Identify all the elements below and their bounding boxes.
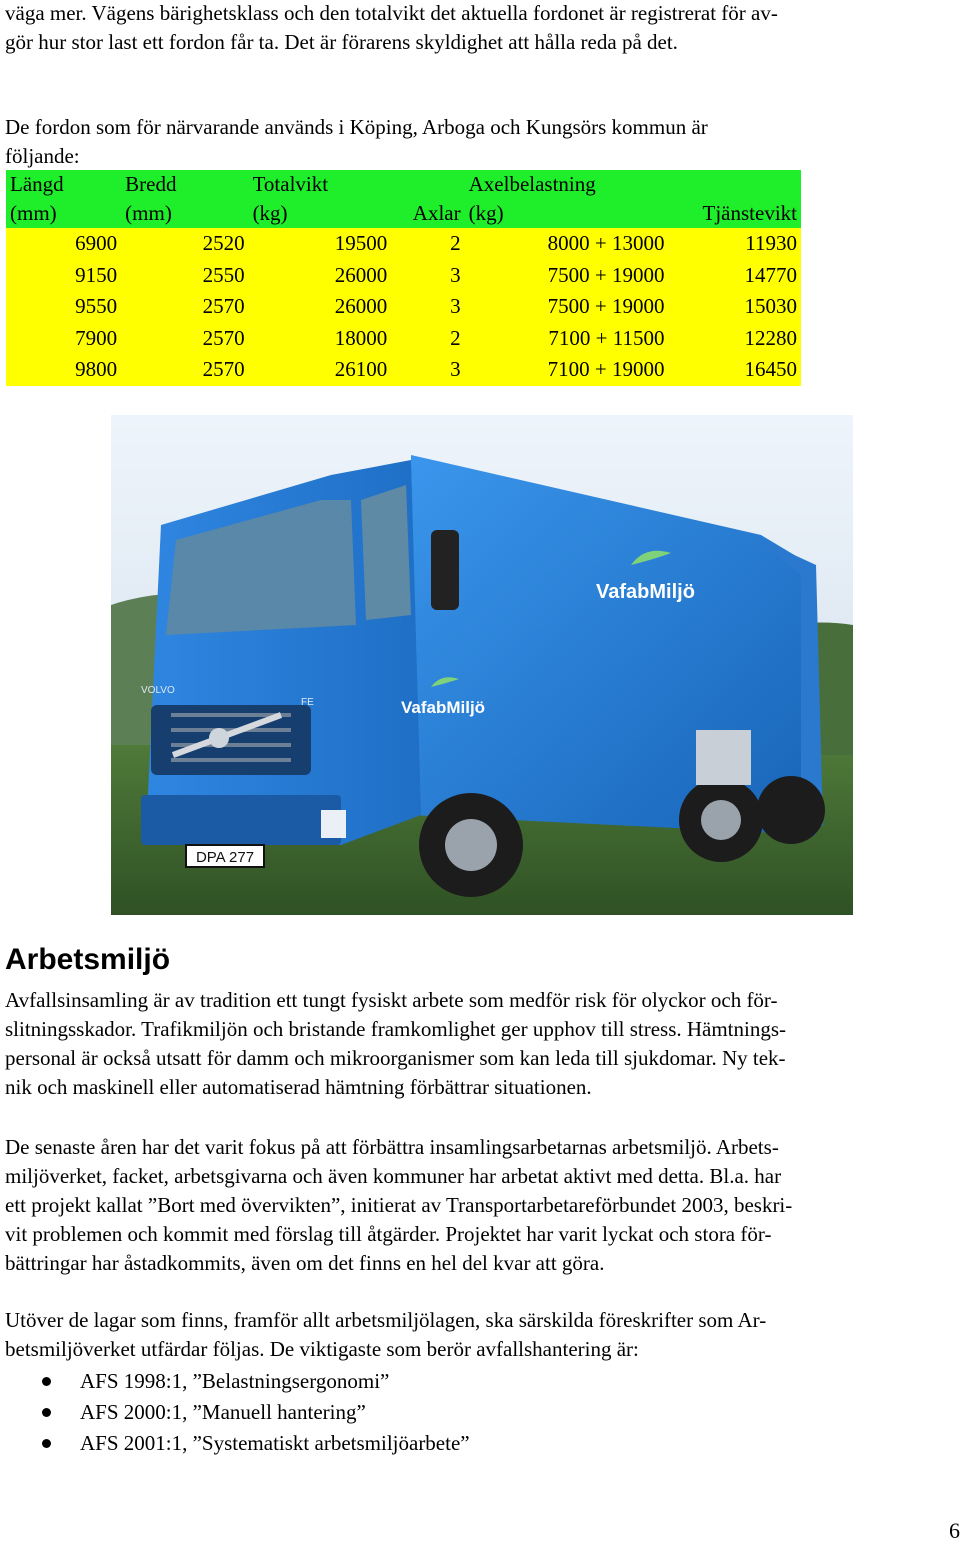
- table-row: [6, 323, 801, 355]
- regulation-list: [5, 1366, 470, 1459]
- table-cell: 12280: [744, 325, 797, 350]
- svg-text:DPA 277: DPA 277: [195, 849, 255, 866]
- section-title: Arbetsmiljö: [5, 943, 171, 976]
- list-item: [5, 1428, 470, 1459]
- table-cell: 9150: [75, 262, 118, 287]
- table-row: [6, 228, 801, 260]
- fleet-intro-line: följande:: [5, 144, 80, 168]
- intro-line: väga mer. Vägens bärighetsklass och den totalvikt det aktuella fordonet är registrerat för av-: [5, 1, 778, 25]
- text-line: slitningsskador. Trafikmiljön och bristande framkomlighet ger upphov till stress. Hämtnings-: [5, 1017, 787, 1041]
- fleet-intro-paragraph: [5, 113, 708, 171]
- text-line: miljöverket, facket, arbetsgivarna och även kommuner har arbetat aktivt med detta. Bl.a. har: [5, 1164, 782, 1188]
- table-cell: 11930: [745, 231, 797, 256]
- paragraph-recent-focus: [5, 1133, 950, 1278]
- table-cell: 2: [450, 325, 461, 350]
- table-cell: 2550: [202, 262, 245, 287]
- table-cell: 3: [450, 357, 461, 382]
- intro-line: gör hur stor last ett fordon får ta. Det är förarens skyldighet att hålla reda på det.: [5, 30, 678, 54]
- table-cell: 7900: [75, 325, 118, 350]
- header-width: Bredd (mm): [125, 172, 177, 225]
- list-item-text: AFS 1998:1, ”Belastningsergonomi”: [80, 1369, 390, 1393]
- text-line: vit problemen och kommit med förslag till åtgärder. Projektet har varit lyckat och stora för-: [5, 1222, 772, 1246]
- table-cell: 26000: [334, 294, 388, 319]
- table-row: [6, 260, 801, 292]
- body-logo-text: VafabMiljö: [596, 581, 695, 603]
- table-cell: 3: [450, 294, 461, 319]
- text-line: personal är också utsatt för damm och mikroorganismer som kan leda till sjukdomar. Ny tek-: [5, 1046, 786, 1070]
- table-cell: 15030: [744, 294, 797, 319]
- header-axle-load: Axelbelastning (kg): [468, 172, 596, 225]
- table-cell: 19500: [334, 231, 388, 256]
- table-cell: 2520: [202, 231, 245, 256]
- table-cell: 18000: [334, 325, 388, 350]
- text-line: nik och maskinell eller automatiserad hämtning förbättrar situationen.: [5, 1075, 592, 1099]
- text-line: betsmiljöverket utfärdar följas. De viktigaste som berör avfallshantering är:: [5, 1337, 639, 1361]
- paragraph-work-environment: [5, 986, 950, 1102]
- table-cell: 6900: [75, 231, 118, 256]
- table-cell: 7100 + 19000: [547, 357, 665, 382]
- table-cell: 9550: [75, 294, 118, 319]
- table-header-row: [6, 170, 801, 228]
- table-cell: 2570: [202, 357, 245, 382]
- vehicle-table: [6, 170, 801, 386]
- text-line: bättringar har åstadkommits, även om det finns en hel del kvar att göra.: [5, 1251, 605, 1275]
- bullet-icon: [42, 1377, 51, 1386]
- door-logo-text: VafabMiljö: [401, 698, 486, 717]
- fleet-intro-line: De fordon som för närvarande används i Köping, Arboga och Kungsörs kommun är: [5, 115, 708, 139]
- table-cell: 26100: [334, 357, 388, 382]
- table-cell: 2: [450, 231, 461, 256]
- list-item: [5, 1397, 470, 1428]
- text-line: ett projekt kallat ”Bort med övervikten”, initierat av Transportarbetareförbundet 2003, beskri-: [5, 1193, 793, 1217]
- header-curb-weight: Tjänstevikt: [702, 201, 797, 225]
- list-item-text: AFS 2000:1, ”Manuell hantering”: [80, 1400, 366, 1424]
- svg-text:VOLVO: VOLVO: [141, 685, 175, 696]
- header-length: Längd (mm): [10, 172, 64, 225]
- header-total-weight: Totalvikt (kg): [252, 172, 329, 225]
- truck-photo: [111, 415, 853, 915]
- bullet-icon: [42, 1408, 51, 1417]
- table-cell: 7500 + 19000: [547, 294, 665, 319]
- paragraph-regulations: [5, 1306, 950, 1364]
- text-line: De senaste åren har det varit fokus på att förbättra insamlingsarbetarnas arbetsmiljö. Arbets-: [5, 1135, 779, 1159]
- table-cell: 14770: [744, 262, 797, 287]
- side-window: [361, 485, 411, 620]
- text-line: Utöver de lagar som finns, framför allt arbetsmiljölagen, ska särskilda föreskrifter som Ar-: [5, 1308, 767, 1332]
- table-cell: 16450: [744, 357, 797, 382]
- page-number: 6: [949, 1518, 960, 1543]
- bullet-icon: [42, 1439, 51, 1448]
- table-cell: 7500 + 19000: [547, 262, 665, 287]
- table-cell: 9800: [75, 357, 118, 382]
- table-cell: 7100 + 11500: [548, 325, 665, 350]
- table-cell: 8000 + 13000: [547, 231, 665, 256]
- table-row: [6, 354, 801, 386]
- intro-paragraph: [5, 0, 778, 57]
- list-item: [5, 1366, 470, 1397]
- table-cell: 2570: [202, 325, 245, 350]
- text-line: Avfallsinsamling är av tradition ett tungt fysiskt arbete som medför risk för olyckor och för-: [5, 988, 778, 1012]
- table-cell: 2570: [202, 294, 245, 319]
- table-cell: 26000: [334, 262, 388, 287]
- table-row: [6, 291, 801, 323]
- mirror: [431, 530, 459, 610]
- list-item-text: AFS 2001:1, ”Systematiskt arbetsmiljöarbete”: [80, 1431, 470, 1455]
- table-cell: 3: [450, 262, 461, 287]
- header-axles: Axlar: [412, 201, 461, 225]
- svg-text:FE: FE: [301, 697, 314, 708]
